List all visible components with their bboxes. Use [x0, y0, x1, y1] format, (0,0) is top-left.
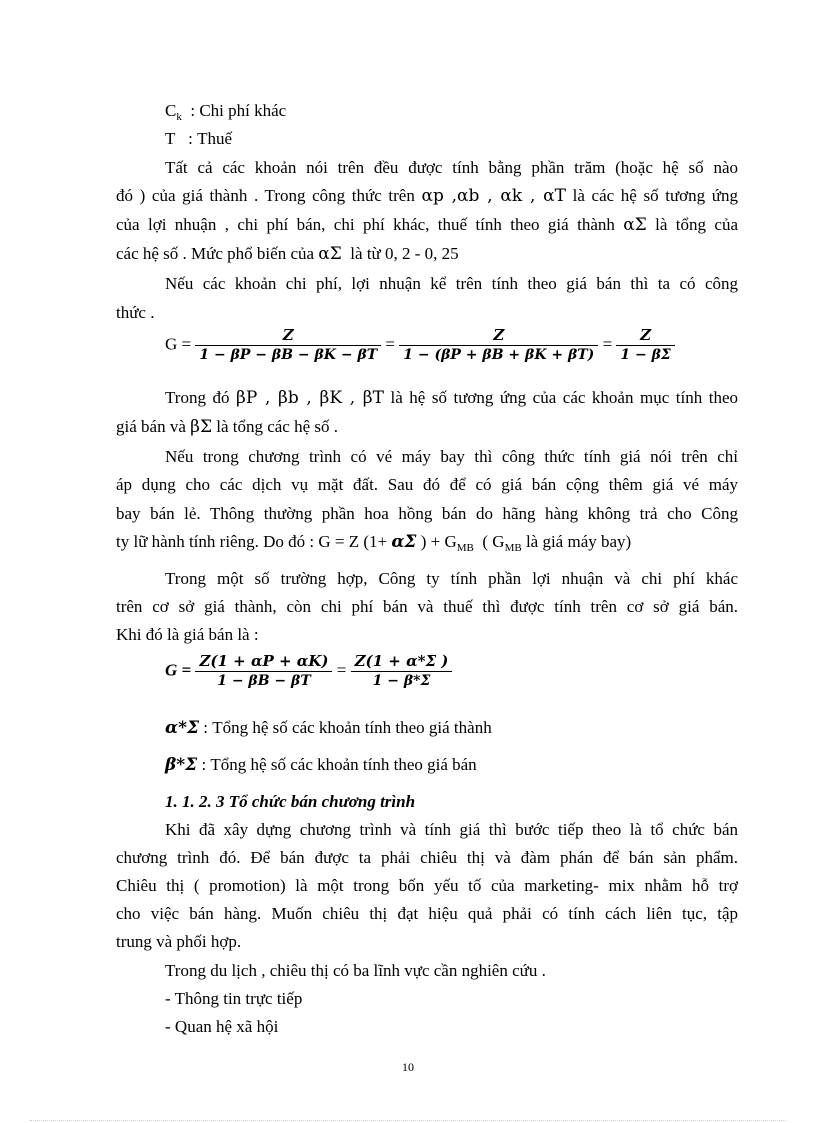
definition-alpha: α*Σ : Tổng hệ số các khoản tính theo giá thành: [165, 718, 492, 738]
list-item: - Thông tin trực tiếp: [165, 989, 303, 1008]
paragraph-line: Khi đó là giá bán là :: [116, 625, 259, 644]
ck-symbol: $C_k$: [165, 101, 182, 123]
formula-mixed: G = $\frac{Z(1 + \alpha P + \alpha K)}{1 - \beta B - \beta T}$ = $\frac{Z(1 + \alpha*\Sigma )}{1 - \beta*\Sigma}$: [165, 652, 452, 689]
paragraph-line: Tất cả các khoản nói trên đều được tính bằng phần trăm (hoặc hệ số nào: [165, 158, 738, 177]
paragraph-line: đó ) của giá thành . Trong công thức trên αp ,αb , αk , αT là các hệ số tương ứng: [116, 186, 739, 206]
paragraph-line: Trong một số trường hợp, Công ty tính phần lợi nhuận và chi phí khác: [165, 569, 738, 588]
page-border: [30, 1120, 786, 1121]
formula-giaban: G = $\frac{Z}{1 - \beta P - \beta B - \beta K - \beta T}$ = $\frac{Z}{1 - (\beta P + \beta B + \beta K + \beta T)}$ = $\frac{Z}{1 - \beta\Sigma}$: [165, 326, 675, 363]
ck-label: Chi phí khác: [199, 101, 287, 120]
page-number: 10: [402, 1060, 414, 1074]
paragraph-line: trung và phối hợp.: [116, 932, 242, 951]
beta-coefficients: βP , βb , βK , βT: [236, 388, 384, 408]
paragraph-line: Chiêu thị ( promotion) là một trong bốn yếu tố của marketing- mix nhằm hỗ trợ: [116, 876, 738, 895]
paragraph-line: của lợi nhuận , chi phí bán, chi phí khác, thuế tính theo giá thành αΣ là tổng của: [116, 215, 738, 235]
paragraph-line: áp dụng cho các dịch vụ mặt đất. Sau đó để có giá bán cộng thêm giá vé máy: [116, 475, 738, 494]
alpha-sigma: αΣ: [623, 215, 647, 235]
fraction: $\frac{Z(1 + \alpha*\Sigma )}{1 - \beta*\Sigma}$: [351, 652, 453, 689]
t-label: Thuế: [197, 129, 233, 148]
fraction: $\frac{Z}{1 - \beta P - \beta B - \beta K - \beta T}$: [195, 326, 381, 363]
alpha-coefficients: αp ,αb , αk , αT: [421, 186, 566, 206]
paragraph-line: Trong du lịch , chiêu thị có ba lĩnh vực cần nghiên cứu .: [165, 961, 546, 980]
line-t: T : Thuế: [165, 129, 233, 148]
paragraph-line: Trong đó βP , βb , βK , βT là hệ số tương ứng của các khoản mục tính theo: [165, 388, 739, 408]
section-heading: 1. 1. 2. 3 Tổ chức bán chương trình: [165, 792, 416, 811]
paragraph-line: cho việc bán hàng. Muốn chiêu thị đạt hiệu quả phải có tính cách liên tục, tập: [116, 904, 738, 923]
paragraph-line: bay bán lẻ. Thông thường phần hoa hồng bán do hãng hàng không trả cho Công: [116, 504, 738, 523]
paragraph-line: thức .: [116, 303, 155, 322]
beta-sigma: βΣ: [190, 417, 212, 437]
paragraph-line: Nếu các khoản chi phí, lợi nhuận kể trên tính theo giá bán thì ta có công: [165, 274, 738, 293]
fraction: $\frac{Z}{1 - (\beta P + \beta B + \beta K + \beta T)}$: [399, 326, 598, 363]
paragraph-line: chương trình đó. Để bán được ta phải chiêu thị và đàm phán để bán sản phẩm.: [116, 848, 738, 867]
t-symbol: T: [165, 129, 176, 148]
fraction: $\frac{Z}{1 - \beta\Sigma}$: [616, 326, 674, 363]
alpha-sigma: αΣ: [391, 532, 417, 552]
definition-beta: β*Σ : Tổng hệ số các khoản tính theo giá bán: [165, 755, 477, 775]
beta-star-sigma: β*Σ: [165, 755, 198, 775]
paragraph-line: Nếu trong chương trình có vé máy bay thì công thức tính giá nói trên chỉ: [165, 447, 738, 466]
line-ck: $C_k$ : Chi phí khác: [165, 101, 287, 123]
paragraph-line: trên cơ sở giá thành, còn chi phí bán và thuế thì được tính trên cơ sở giá bán.: [116, 597, 738, 616]
paragraph-line: Khi đã xây dựng chương trình và tính giá thì bước tiếp theo là tổ chức bán: [165, 820, 738, 839]
paragraph-line: ty lữ hành tính riêng. Do đó : G = Z (1+ αΣ ) + $G_{MB}$ ( $G_{MB}$ là giá máy bay): [116, 532, 632, 554]
alpha-star-sigma: α*Σ: [165, 718, 199, 738]
paragraph-line: các hệ số . Mức phổ biến của αΣ là từ 0, 2 - 0, 25: [116, 244, 459, 264]
list-item: - Quan hệ xã hội: [165, 1017, 279, 1036]
fraction: $\frac{Z(1 + \alpha P + \alpha K)}{1 - \beta B - \beta T}$: [195, 652, 332, 689]
paragraph-line: giá bán và βΣ là tổng các hệ số .: [116, 417, 339, 437]
